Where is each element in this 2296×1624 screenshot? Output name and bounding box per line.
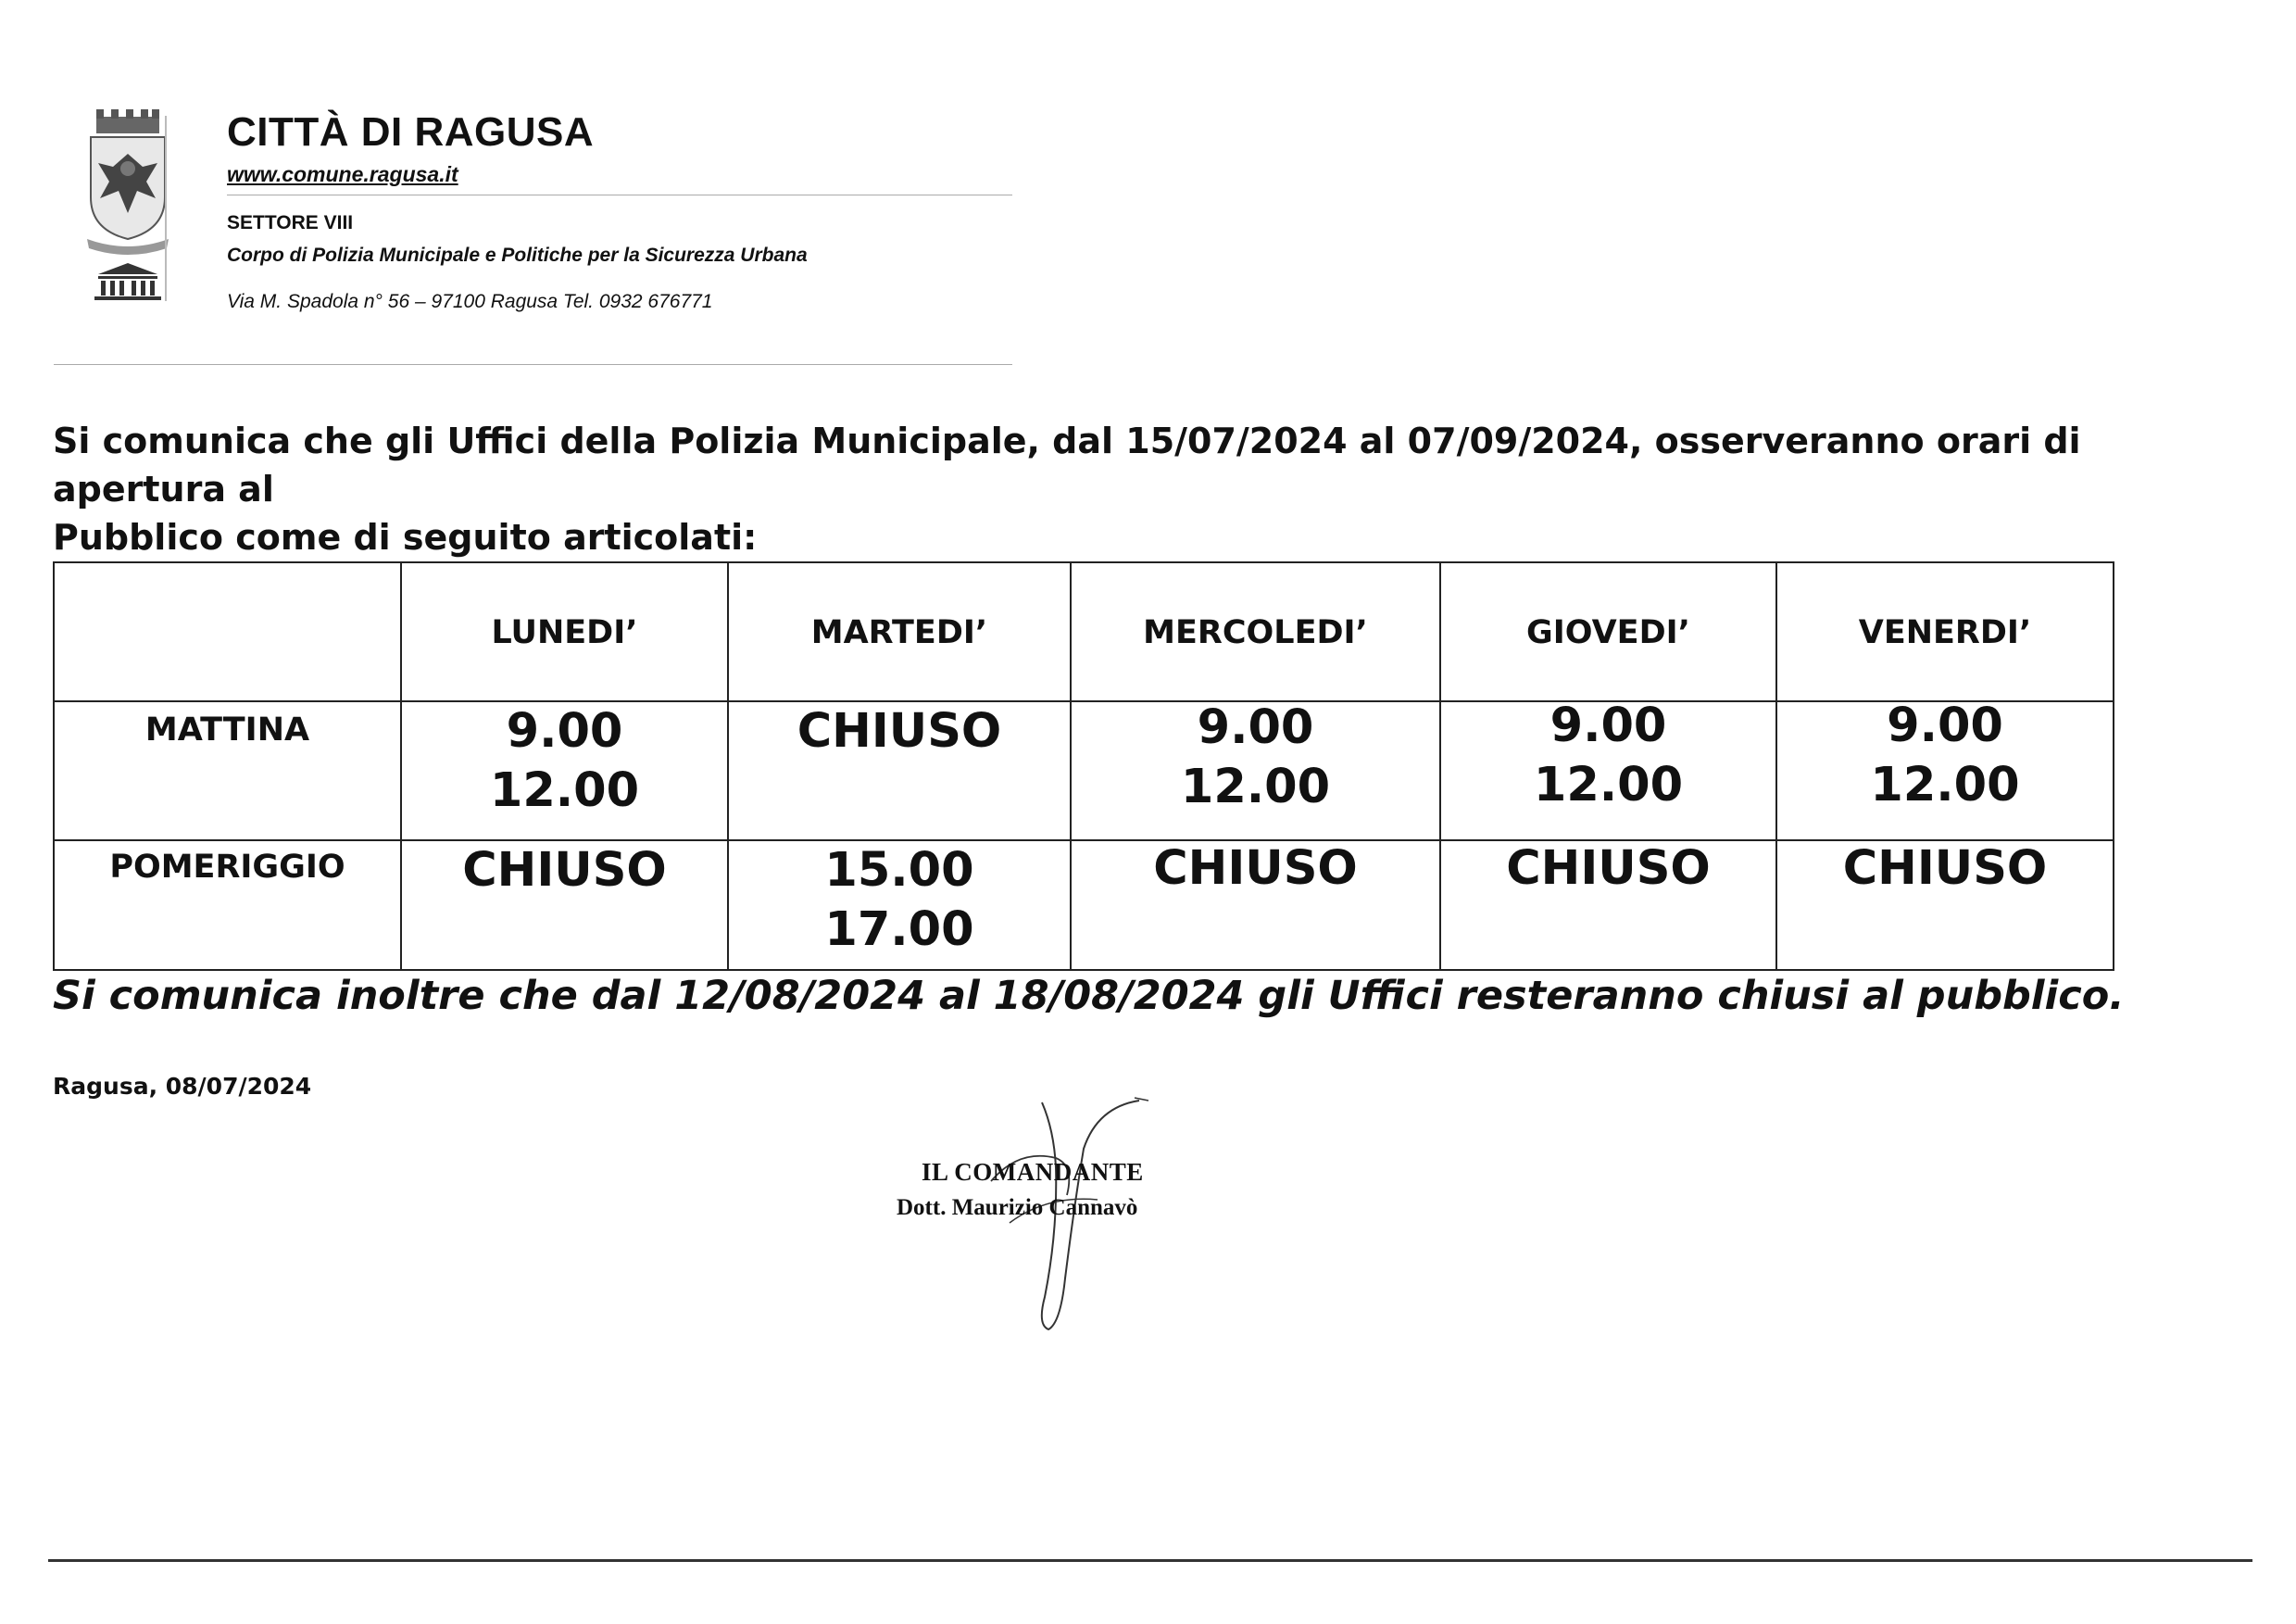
morning-monday-cell xyxy=(402,702,727,821)
opening-time: 9.00 xyxy=(1197,700,1314,755)
office-address: Via M. Spadola n° 56 – 97100 Ragusa Tel. 0932 676771 xyxy=(227,291,713,312)
day-header-tuesday: MARTEDI’ xyxy=(810,614,988,651)
closed-status: CHIUSO xyxy=(797,704,1002,759)
afternoon-thursday-cell xyxy=(1441,839,1775,899)
closing-time: 12.00 xyxy=(1870,758,2020,812)
opening-time: 9.00 xyxy=(506,704,623,759)
unesco-logo-icon xyxy=(94,263,161,300)
website-link[interactable]: www.comune.ragusa.it xyxy=(227,162,458,186)
closed-status: CHIUSO xyxy=(1153,841,1358,896)
city-name: CITTÀ DI RAGUSA xyxy=(227,109,595,155)
closed-status: CHIUSO xyxy=(462,843,667,898)
logo-divider xyxy=(165,116,167,301)
afternoon-monday-cell xyxy=(402,841,727,900)
closed-status: CHIUSO xyxy=(1506,841,1711,896)
day-header-wednesday: MERCOLEDI’ xyxy=(1143,614,1368,651)
closing-time: 12.00 xyxy=(1180,760,1331,814)
opening-time: 9.00 xyxy=(1887,699,2003,753)
afternoon-wednesday-cell xyxy=(1072,839,1439,899)
afternoon-friday-cell xyxy=(1777,839,2113,899)
morning-wednesday-cell xyxy=(1072,699,1439,817)
opening-time: 15.00 xyxy=(824,843,974,898)
closing-time: 12.00 xyxy=(1533,758,1684,812)
opening-time: 9.00 xyxy=(1549,699,1667,753)
morning-friday-cell xyxy=(1777,697,2113,815)
signatory-name: Dott. Maurizio Cannavò xyxy=(897,1195,1138,1220)
afternoon-tuesday-cell xyxy=(729,841,1070,960)
day-header-monday: LUNEDI’ xyxy=(491,614,638,651)
morning-tuesday-cell xyxy=(729,702,1070,762)
department-sector: SETTORE VIII xyxy=(227,212,354,233)
department-name: Corpo di Polizia Municipale e Politiche per la Sicurezza Urbana xyxy=(227,245,808,266)
closing-time: 17.00 xyxy=(824,902,974,957)
morning-thursday-cell xyxy=(1441,697,1775,815)
day-header-thursday: GIOVEDI’ xyxy=(1526,614,1690,651)
day-header-friday: VENERDI’ xyxy=(1858,614,2032,651)
intro-paragraph xyxy=(53,417,2183,561)
row-label-afternoon: POMERIGGIO xyxy=(109,849,345,886)
city-crest-icon xyxy=(85,109,170,302)
header-bottom-divider xyxy=(54,364,1012,365)
place-and-date: Ragusa, 08/07/2024 xyxy=(53,1073,312,1100)
intro-line-2: Pubblico come di seguito articolati: xyxy=(53,517,758,558)
signatory-title: IL COMANDANTE xyxy=(922,1158,1144,1186)
intro-line-1: Si comunica che gli Uffici della Polizia Municipale, dal 15/07/2024 al 07/09/2024, osserveranno orari di apertura al xyxy=(53,421,2081,510)
closed-status: CHIUSO xyxy=(1842,841,2048,896)
footer-divider xyxy=(48,1559,2252,1562)
closure-notice: Si comunica inoltre che dal 12/08/2024 al 18/08/2024 gli Uffici resteranno chiusi al pubblico. xyxy=(53,973,2125,1019)
row-label-morning: MATTINA xyxy=(144,711,310,749)
closing-time: 12.00 xyxy=(489,763,640,818)
opening-hours-table xyxy=(53,561,2114,971)
